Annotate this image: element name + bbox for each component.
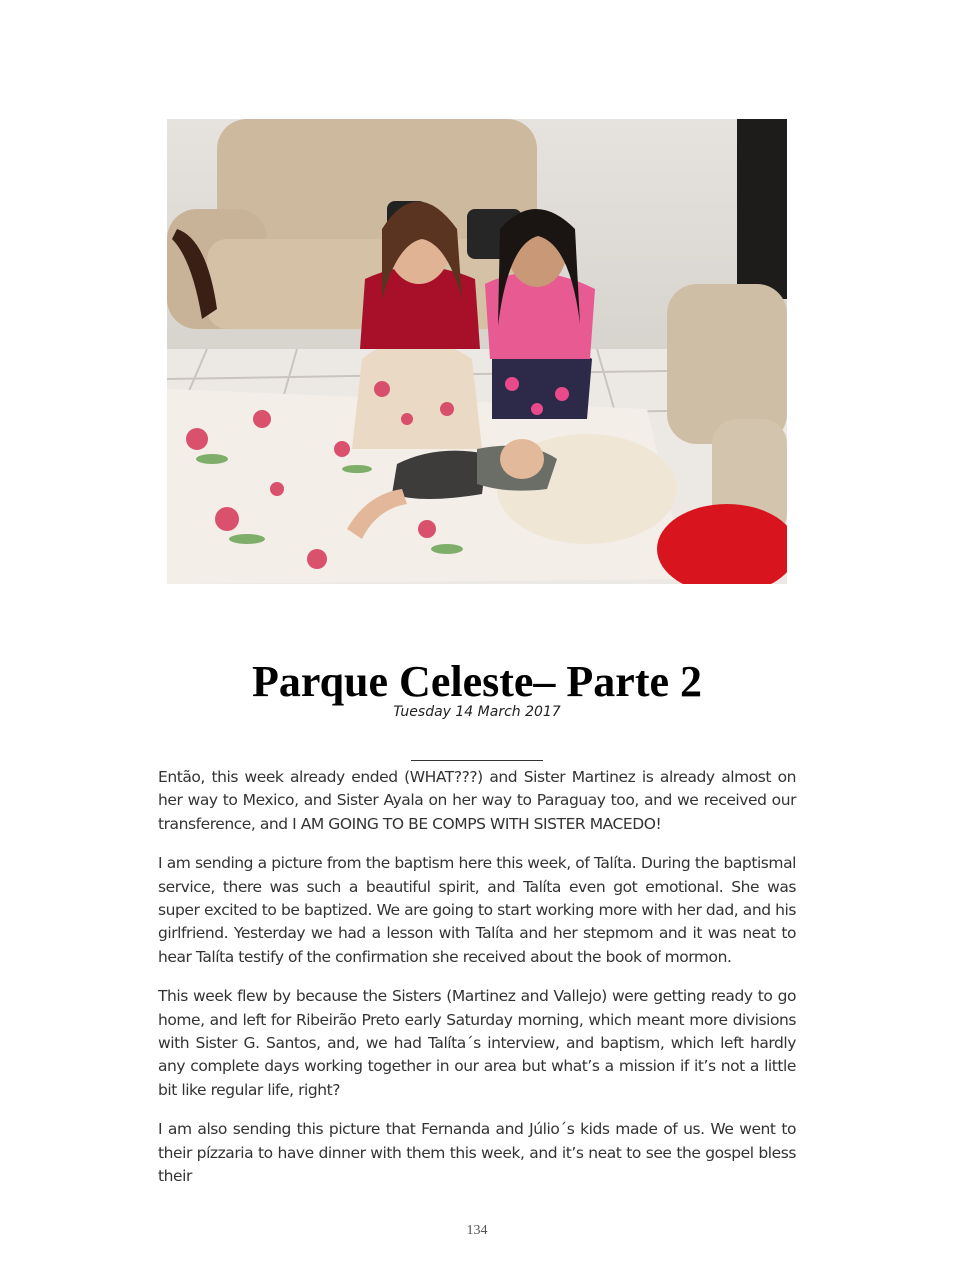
paragraph: This week flew by because the Sisters (Martinez and Vallejo) were getting ready to go home, and left for Ribeirão Preto early Saturday morning, which meant more divisions with Sister G. Santos, and, we had Talíta´s interview, and baptism, which left hardly any complete days working together in our area but what’s a mission if it’s not a little bit like regular life, right? bbox=[158, 987, 796, 1099]
paragraph: Então, this week already ended (WHAT???) and Sister Martinez is already almost on her way to Mexico, and Sister Ayala on her way to Paraguay too, and we received our transference, and I AM GOING TO BE COMPS WITH SISTER MACEDO! bbox=[158, 768, 796, 833]
paragraph: I am sending a picture from the baptism here this week, of Talíta. During the baptismal service, there was such a beautiful spirit, and Talíta even got emotional. She was super excited to be baptized. We are going to start working more with her dad, and his girlfriend. Yesterday we had a lesson with Talíta and her stepmom and it was neat to hear Talíta testify of the confirmation she received about the book of mormon. bbox=[158, 854, 796, 966]
title-divider bbox=[411, 760, 543, 761]
photo-illustration bbox=[167, 119, 787, 584]
page-title: Parque Celeste– Parte 2 bbox=[251, 657, 703, 706]
article-body bbox=[158, 766, 796, 1205]
paragraph: I am also sending this picture that Fernanda and Júlio´s kids made of us. We went to their pízzaria to have dinner with them this week, and it’s neat to see the gospel bless their bbox=[158, 1120, 796, 1186]
post-date: Tuesday 14 March 2017 bbox=[393, 704, 561, 720]
photo-missionaries-with-sleeping-child bbox=[167, 119, 787, 584]
page-number: 134 bbox=[466, 1223, 488, 1238]
